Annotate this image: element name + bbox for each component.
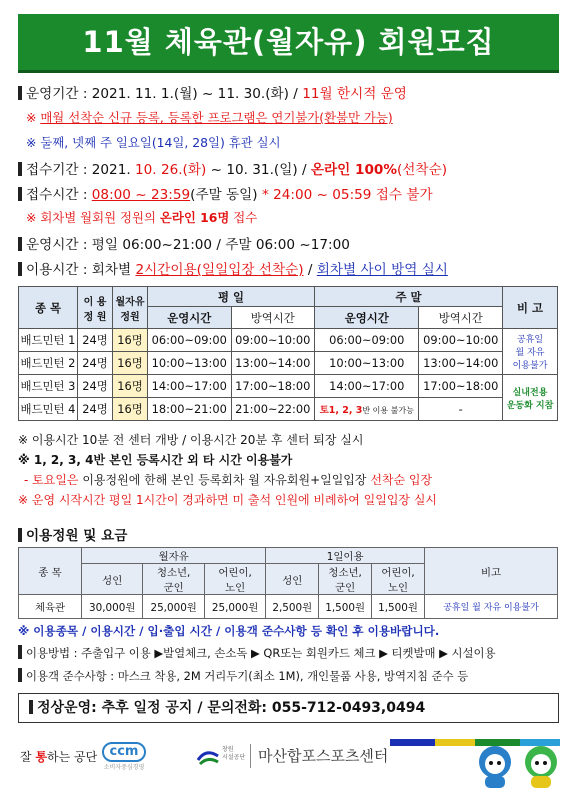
remark-holiday: 공휴일 월 자유 이용불가 [503, 329, 558, 375]
fee-table: 종 목 월자유 1일이용 비고 성인 청소년, 군인 어린이, 노인 성인 청소년, 군인 어린이, 노인 체육관 30,000원 25,000원 25,000원 2,500원 1,500원 1,500원 공휴일 월 자유 이용불가 [18, 547, 558, 619]
bullet-bar [29, 700, 33, 714]
bullet-bar [18, 86, 22, 100]
table-row: 배드민턴 4 24명 16명 18:00~21:00 21:00~22:00 토1, 2, 3반 이용 불가능 - [19, 398, 558, 421]
bullet-bar [18, 162, 22, 176]
fee-section-title: 이용정원 및 요금 [18, 524, 127, 544]
header-remark: 비 고 [503, 287, 558, 329]
note-daily-entry: ※ 운영 시작시간 평일 1시간이 경과하면 미 출석 인원에 비례하여 일일입장 실시 [18, 493, 438, 507]
table-row: 배드민턴 3 24명 16명 14:00~17:00 17:00~18:00 14:00~17:00 17:00~18:00 실내전용 운동화 지참 [19, 375, 558, 398]
bullet-bar [18, 528, 22, 542]
header-free-quota: 월자유 정원 [113, 287, 148, 329]
bullet-bar [18, 187, 22, 201]
divider [250, 744, 251, 768]
warning-line: ※ 이용종목 / 이용시간 / 입·출입 시간 / 이용객 준수사항 등 확인 후 이용바랍니다. [18, 624, 440, 638]
remark-shoes: 실내전용 운동화 지참 [503, 375, 558, 421]
header-we-dis: 방역시간 [419, 307, 503, 329]
header-wd-op: 운영시간 [148, 307, 232, 329]
note-saturday: - 토요일은 이용정원에 한해 본인 등록회차 월 자유회원+일일입장 선착순 입장 [24, 473, 433, 487]
table-row: 배드민턴 2 24명 16명 10:00~13:00 13:00~14:00 10:00~13:00 13:00~14:00 [19, 352, 558, 375]
header-quota: 이 용 정 원 [78, 287, 113, 329]
usage-method: 이용방법 : 주출입구 이용 ▶발열체크, 손소독 ▶ QR또는 회원카드 체크 ▶ 티켓발매 ▶ 시설이용 [18, 645, 496, 661]
quota-note: ※ 회차별 월회원 정원의 온라인 16명 접수 [26, 210, 258, 225]
ccm-logo: ccm 소비자중심경영 [96, 740, 152, 770]
page-title: 11월 체육관(월자유) 회원모집 [18, 14, 559, 73]
bullet-bar [18, 645, 22, 659]
user-rules: 이용객 준수사항 : 마스크 착용, 2M 거리두기(최소 1M), 개인물품 사용, 방역지침 준수 등 [18, 668, 468, 684]
bullet-bar [18, 668, 22, 682]
mascot-green-icon [516, 740, 566, 790]
slogan: 잘 통하는 공단 [20, 750, 98, 764]
operating-hours: 운영시간 : 평일 06:00~21:00 / 주말 06:00 ~17:00 [18, 233, 350, 253]
closure-note: ※ 둘째, 넷째 주 일요일(14일, 28일) 휴관 실시 [26, 135, 281, 150]
header-we-op: 운영시간 [315, 307, 419, 329]
notice-box: 정상운영: 추후 일정 공지 / 문의전화: 055-712-0493,0494 [18, 693, 559, 723]
receipt-period: 접수기간 : 2021. 10. 26.(화) ~ 10. 31.(일) / 온라인 100%(선착순) [18, 158, 447, 178]
table-row: 배드민턴 1 24명 16명 06:00~09:00 09:00~10:00 06:00~09:00 09:00~10:00 공휴일 월 자유 이용불가 [19, 329, 558, 352]
table-row: 체육관 30,000원 25,000원 25,000원 2,500원 1,500원 1,500원 공휴일 월 자유 이용불가 [19, 595, 558, 619]
org-name: 마산합포스포츠센터 [258, 747, 389, 765]
note-open-close: ※ 이용시간 10분 전 센터 개방 / 이용시간 20분 후 센터 퇴장 실시 [18, 433, 364, 447]
header-wd-dis: 방역시간 [231, 307, 315, 329]
mascot-blue-icon [470, 740, 520, 790]
schedule-table [18, 286, 558, 421]
refund-note: ※ 매월 선착순 신규 등록, 등록한 프로그램은 연기불가(환불만 가능) [26, 110, 393, 125]
bullet-bar [18, 262, 22, 276]
bullet-bar [18, 237, 22, 251]
operation-period: 운영기간 : 2021. 11. 1.(월) ~ 11. 30.(화) / 11월 한시적 운영 [18, 82, 407, 102]
receipt-time: 접수시간 : 08:00 ~ 23:59(주말 동일) * 24:00 ~ 05:59 접수 불가 [18, 183, 433, 203]
header-weekend: 주 말 [315, 287, 503, 307]
footer: 잘 통하는 공단 ccm 소비자중심경영 창원 시설공단 마산합포스포츠센터 [0, 736, 578, 794]
usage-time: 이용시간 : 회차별 2시간이용(일일입장 선착순) / 회차별 사이 방역 실시 [18, 258, 448, 278]
note-registered-time: ※ 1, 2, 3, 4반 본인 등록시간 외 타 시간 이용불가 [18, 453, 293, 467]
header-item: 종 목 [19, 287, 78, 329]
org-logo-icon [196, 746, 220, 768]
header-weekday: 평 일 [148, 287, 315, 307]
